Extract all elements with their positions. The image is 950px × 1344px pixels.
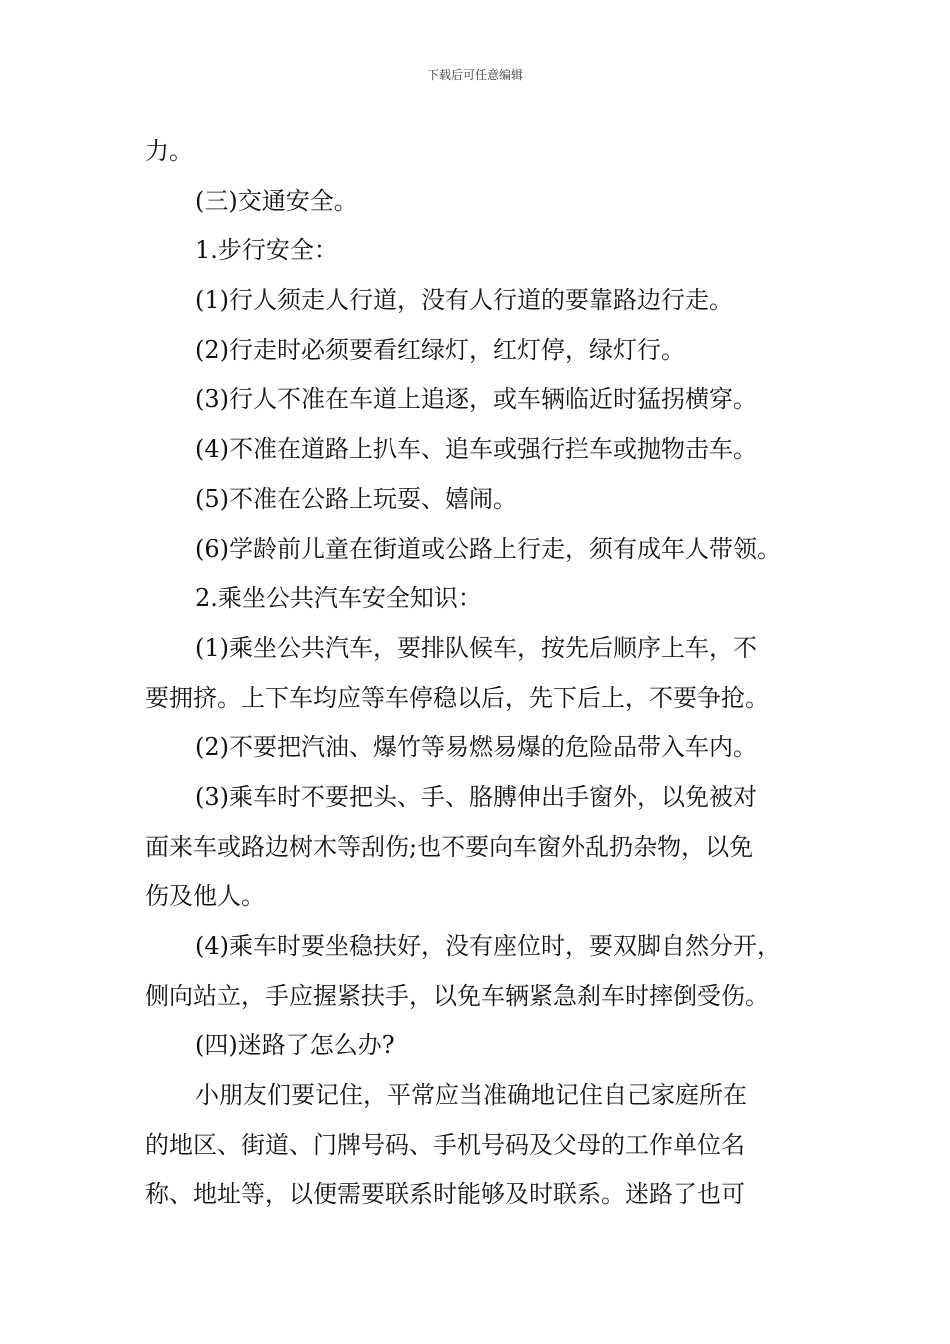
text-line: (三)交通安全。 bbox=[195, 186, 358, 215]
text-line: (5)不准在公路上玩耍、嬉闹。 bbox=[195, 484, 517, 513]
text-line: (四)迷路了怎么办? bbox=[195, 1031, 395, 1060]
document-body bbox=[145, 127, 825, 1220]
text-line: (3)乘车时不要把头、手、胳膊伸出手窗外，以免被对 bbox=[195, 782, 757, 811]
text-line: 小朋友们要记住，平常应当准确地记住自己家庭所在 bbox=[195, 1081, 747, 1110]
text-line: 1.步行安全： bbox=[195, 236, 338, 265]
text-line: 伤及他人。 bbox=[145, 882, 265, 911]
text-line: 侧向站立，手应握紧扶手，以免车辆紧急刹车时摔倒受伤。 bbox=[145, 981, 769, 1010]
text-line: 力。 bbox=[145, 137, 193, 165]
text-line: (1)行人须走人行道，没有人行道的要靠路边行走。 bbox=[195, 286, 733, 315]
text-line: (4)乘车时要坐稳扶好，没有座位时，要双脚自然分开， bbox=[195, 932, 781, 960]
text-line: (1)乘坐公共汽车，要排队候车，按先后顺序上车，不 bbox=[195, 633, 757, 662]
text-line: (6)学龄前儿童在街道或公路上行走，须有成年人带领。 bbox=[195, 534, 781, 563]
text-line: (4)不准在道路上扒车、追车或强行拦车或抛物击车。 bbox=[195, 435, 757, 464]
text-line: 面来车或路边树木等刮伤;也不要向车窗外乱扔杂物，以免 bbox=[145, 832, 754, 861]
page-header: 下载后可任意编辑 bbox=[426, 68, 523, 82]
text-line: 称、地址等，以便需要联系时能够及时联系。迷路了也可 bbox=[145, 1180, 745, 1209]
text-line: (2)行走时必须要看红绿灯，红灯停，绿灯行。 bbox=[195, 335, 685, 364]
text-line: 2.乘坐公共汽车安全知识： bbox=[195, 584, 482, 613]
text-line: 的地区、街道、门牌号码、手机号码及父母的工作单位名 bbox=[145, 1130, 745, 1159]
text-line: (3)行人不准在车道上追逐，或车辆临近时猛拐横穿。 bbox=[195, 385, 757, 414]
text-line: (2)不要把汽油、爆竹等易燃易爆的危险品带入车内。 bbox=[195, 733, 757, 762]
text-line: 要拥挤。上下车均应等车停稳以后，先下后上，不要争抢。 bbox=[145, 683, 769, 712]
